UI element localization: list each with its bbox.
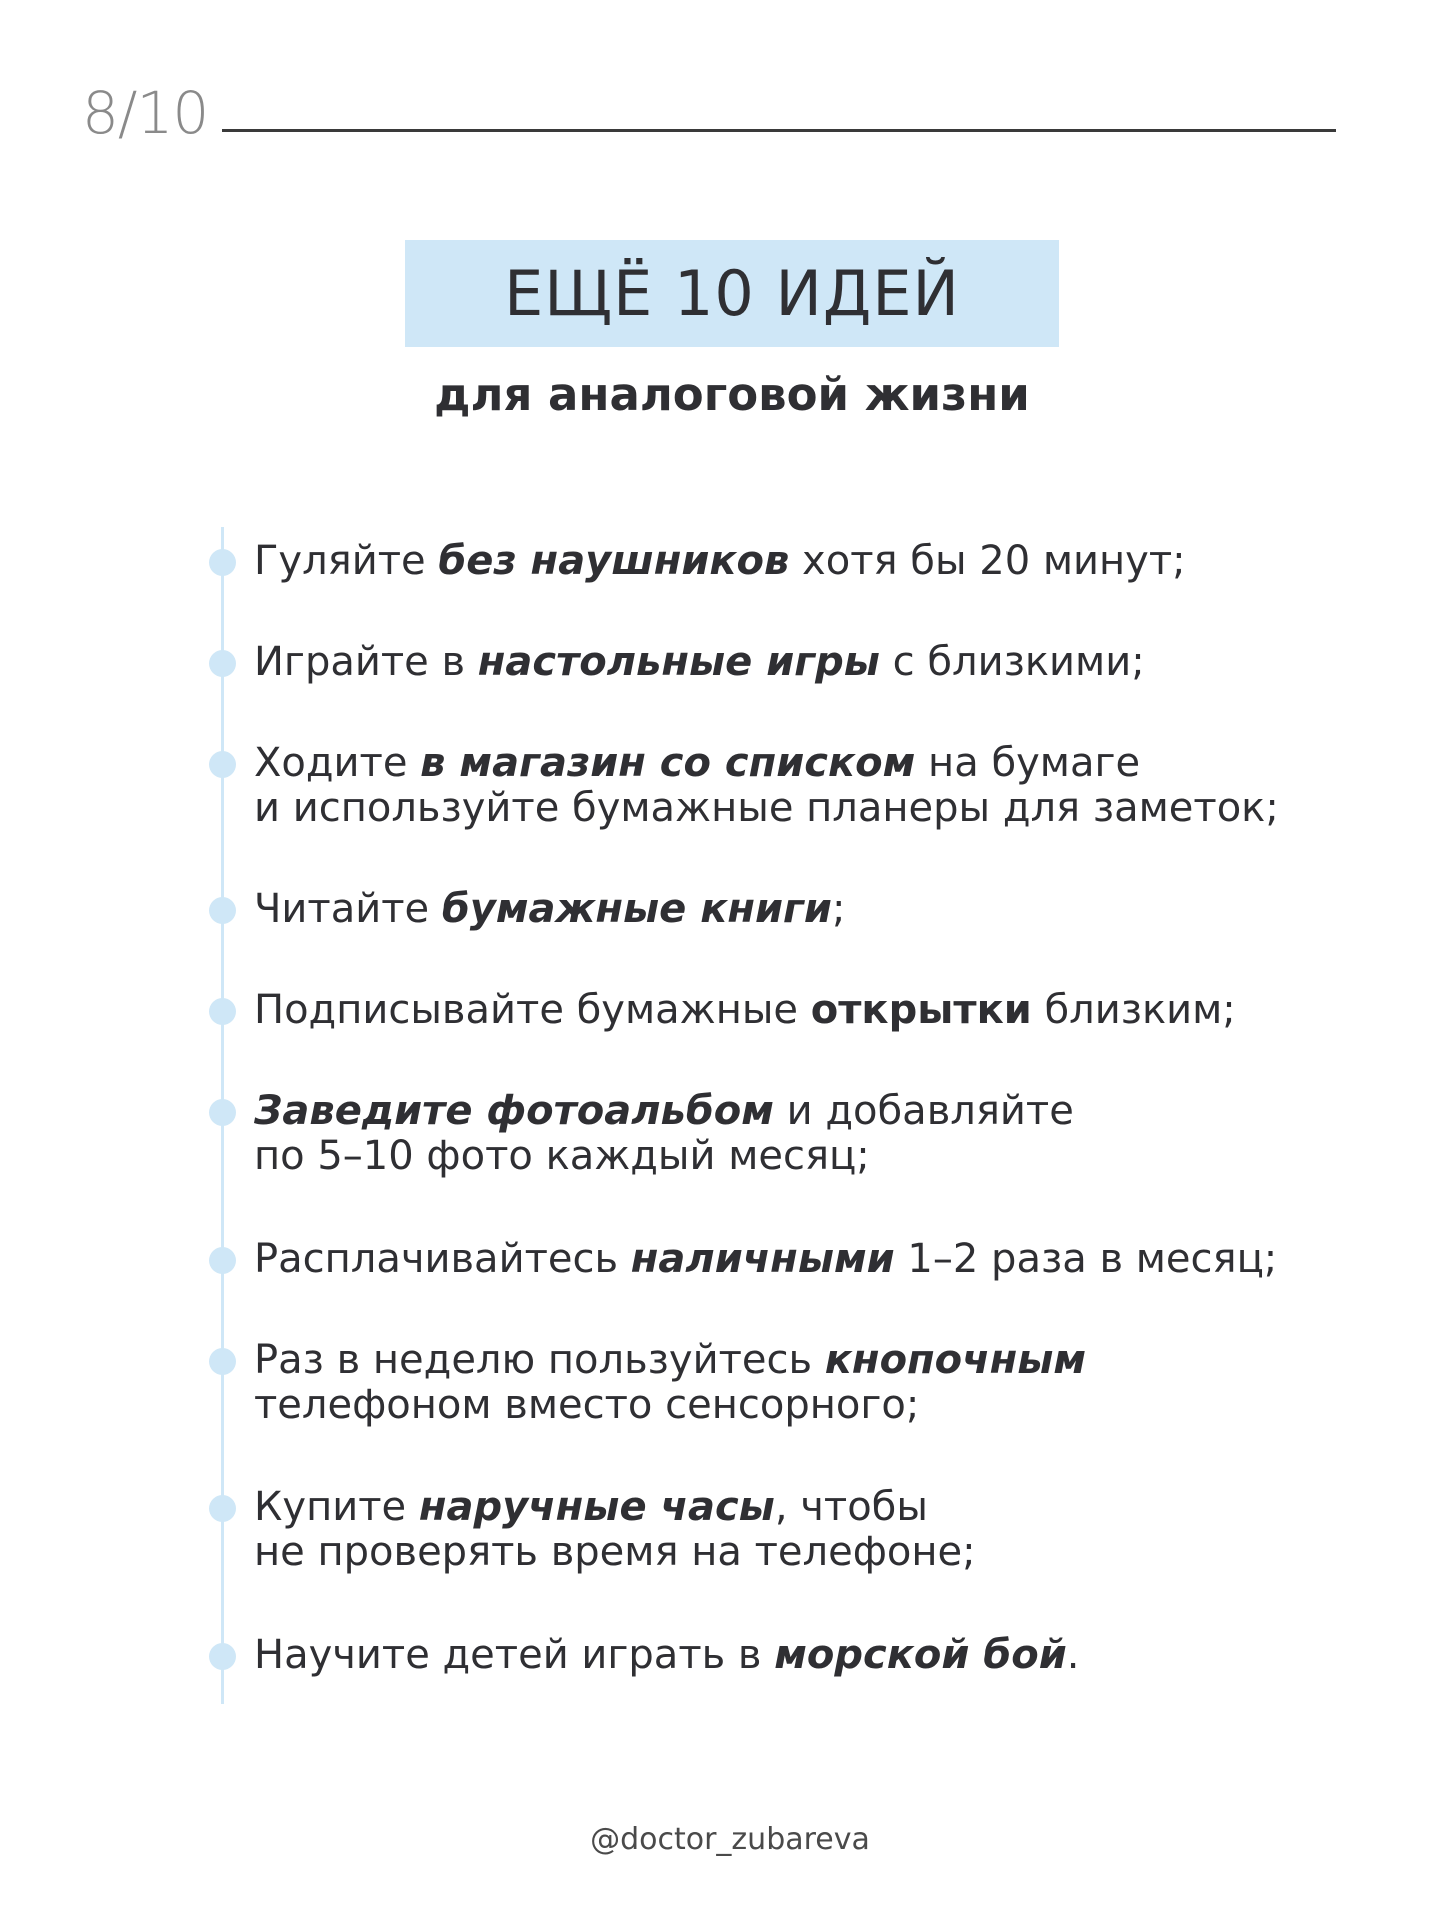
list-item [254,988,1236,1033]
item-emphasis: настольные игры [477,639,880,685]
timeline-dot [209,998,236,1025]
item-text-line2: телефоном вместо сенсорного; [254,1382,920,1428]
item-text: Читайте [254,886,442,932]
item-text: Раз в неделю пользуйтесь [254,1337,825,1383]
timeline-dot [209,1348,236,1375]
item-text: Ходите [254,740,421,786]
item-text: близким; [1031,987,1236,1033]
item-text-line2: и используйте бумажные планеры для заметок; [254,785,1279,831]
item-emphasis: морской бой [774,1632,1067,1678]
item-text: 1–2 раза в месяц; [894,1236,1278,1282]
item-emphasis: без наушников [438,538,790,584]
page-number: 8/10 [82,79,209,147]
list-item [254,1485,976,1575]
list-item [254,1633,1079,1678]
item-emphasis: в магазин со списком [420,740,916,786]
timeline-dot [209,1099,236,1126]
list-item [254,887,845,932]
item-text: и добавляйте [773,1088,1074,1134]
item-emphasis: наручные часы [418,1484,775,1530]
item-text: на бумаге [915,740,1141,786]
item-text: Расплачивайтесь [254,1236,631,1282]
page-title: ЕЩЁ 10 ИДЕЙ [504,257,960,330]
item-text: , чтобы [774,1484,928,1530]
timeline-dot [209,650,236,677]
item-text: Играйте в [254,639,478,685]
header-divider [222,129,1336,132]
timeline-dot [209,751,236,778]
list-item [254,1338,1086,1428]
timeline-dot [209,1643,236,1670]
item-text: ; [831,886,846,932]
item-emphasis: наличными [630,1236,895,1282]
list-item [254,539,1186,584]
item-emphasis: бумажные книги [441,886,832,932]
timeline-dot [209,897,236,924]
list-item [254,741,1279,831]
timeline-dot [209,1495,236,1522]
timeline-dot [209,549,236,576]
item-emphasis: открытки [810,987,1032,1033]
timeline-dot [209,1247,236,1274]
item-text: Гуляйте [254,538,439,584]
item-emphasis: кнопочным [824,1337,1087,1383]
item-text: хотя бы 20 минут; [789,538,1186,584]
author-handle: @doctor_zubareva [590,1822,870,1857]
title-banner [405,240,1059,347]
item-text: Купите [254,1484,419,1530]
item-emphasis: Заведите фотоальбом [254,1088,774,1134]
item-text: Подписывайте бумажные [254,987,811,1033]
list-item [254,1089,1074,1179]
item-text: с близкими; [879,639,1145,685]
list-item [254,1237,1277,1282]
page-subtitle: для аналоговой жизни [434,368,1030,421]
item-text-line2: по 5–10 фото каждый месяц; [254,1133,870,1179]
list-item [254,640,1145,685]
item-text-line2: не проверять время на телефоне; [254,1529,976,1575]
item-text: . [1066,1632,1080,1678]
item-text: Научите детей играть в [254,1632,775,1678]
